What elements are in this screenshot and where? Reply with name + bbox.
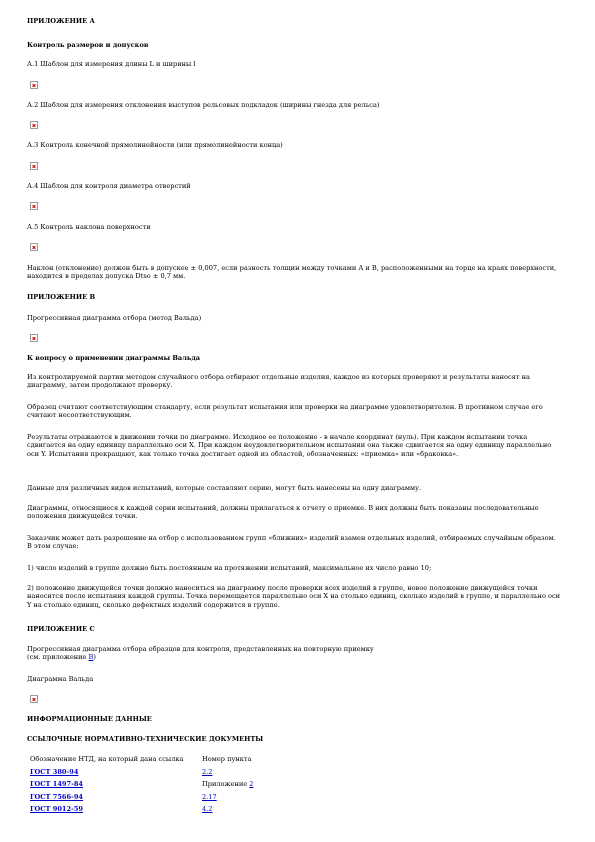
table-row xyxy=(30,793,253,806)
table-row xyxy=(30,780,253,793)
broken-image-icon xyxy=(30,202,38,210)
paragraph: Заказчик может дать разрешение на отбор с использованием групп «ближних» изделий взамен отдельных изделий, отбираемых случайным образом. В этом случае: xyxy=(27,534,556,551)
appendix-a-heading: ПРИЛОЖЕНИЕ А xyxy=(27,17,95,25)
clause-link[interactable]: 4.2 xyxy=(202,805,213,813)
doc-link[interactable]: ГОСТ 9012-59 xyxy=(30,805,84,813)
paragraph: Диаграммы, относящиеся к каждой серии испытаний, должны прилагаться к отчету о приемке. В них должны быть показаны последовательные положения движущейся точки. xyxy=(27,504,539,521)
appendix-c-heading: ПРИЛОЖЕНИЕ С xyxy=(27,625,95,633)
appendix-b-link[interactable]: В xyxy=(88,653,94,662)
table-row xyxy=(30,768,253,781)
item-a4: А.4 Шаблон для контроля диаметра отверстий xyxy=(27,182,191,190)
doc-link[interactable]: ГОСТ 7566-94 xyxy=(30,792,84,801)
doc-link[interactable]: ГОСТ 380-94 xyxy=(30,767,79,776)
broken-image-icon xyxy=(30,162,38,170)
table-header-row xyxy=(30,755,253,768)
broken-image-icon xyxy=(30,334,38,342)
clause-prefix: Приложение xyxy=(202,780,250,788)
wald-diagram-label: Диаграмма Вальда xyxy=(27,675,94,683)
wald-question: К вопросу о применении диаграммы Вальда xyxy=(27,354,200,362)
paragraph: Результаты отражаются в движении точки по диаграмме. Исходное ее положение - в начале координат (нуль). При каждом испытании точка сдвигается на одну единицу параллельно оси Х. При каждом неудовлетворительном испытании она также сдвигается на одну единицу параллельно оси Y. Испытания прекращают, как только точка достигает одной из областей, обозначенных: «приемка» или «браковка». xyxy=(27,433,552,458)
paragraph: Из контролируемой партии методом случайного отбора отбирают отдельные изделия, каждое из которых проверяют и результаты наносят на диаграмму, затем продолжают проверку. xyxy=(27,373,530,390)
doc-link[interactable]: ГОСТ 1497-84 xyxy=(30,780,84,788)
broken-image-icon xyxy=(30,121,38,129)
appendix-c-subtitle xyxy=(27,645,562,662)
paragraph: 2) положение движущейся точки должно наноситься на диаграмму после проверки всех изделий в группе, новое положение движущейся точки наносится после испытания каждой группы. Точка перемещается параллельно оси Х на столько единиц, сколько изделий в группе, и параллельно оси Y на столько единиц, сколько дефектных изделий содержится в группе. xyxy=(27,584,561,609)
appendix-c-subtitle-line1: Прогрессивная диаграмма отбора образцов для контроля, представленных на повторную приемку xyxy=(27,645,374,653)
paragraph: Данные для различных видов испытаний, которые составляют серию, могут быть нанесены на одну диаграмму. xyxy=(27,484,422,492)
appendix-a-subtitle: Контроль размеров и допусков xyxy=(27,41,149,49)
info-heading: ИНФОРМАЦИОННЫЕ ДАННЫЕ xyxy=(27,715,152,723)
item-a2: А.2 Шаблон для измерения отклонения выступов рельсовых подкладок (ширины гнезда для рельса) xyxy=(27,101,380,109)
paragraph: 1) число изделий в группе должно быть постоянным на протяжении испытаний, максимальное их число равно 10; xyxy=(27,564,432,572)
item-a5: А.5 Контроль наклона поверхности xyxy=(27,223,151,231)
table-row xyxy=(30,805,253,818)
appendix-c-subtitle-prefix: (см. приложение xyxy=(27,653,89,662)
refs-heading: ССЫЛОЧНЫЕ НОРМАТИВНО-ТЕХНИЧЕСКИЕ ДОКУМЕНТЫ xyxy=(27,735,264,743)
tilt-note: Наклон (отклонение) должен быть в допускее ± 0,007, если разность толщин между точками А и В, расположенными на торце на краях поверхности, находится в пределах допуска Dtso ± 0,7 мм. xyxy=(27,264,557,281)
table-header-clause: Номер пункта xyxy=(202,755,252,763)
broken-image-icon xyxy=(30,81,38,89)
references-table xyxy=(30,755,253,818)
appendix-b-subtitle: Прогрессивная диаграмма отбора (метод Вальда) xyxy=(27,314,202,322)
clause-link[interactable]: 2 xyxy=(249,780,254,788)
clause-link[interactable]: 2.2 xyxy=(202,767,213,776)
broken-image-icon xyxy=(30,243,38,251)
clause-link[interactable]: 2.17 xyxy=(202,792,217,801)
item-a3: А.3 Контроль конечной прямолинейности (или прямолинейности конца) xyxy=(27,141,283,149)
broken-image-icon xyxy=(30,695,38,703)
table-header-doc: Обозначение НТД, на который дана ссылка xyxy=(30,755,184,763)
appendix-b-heading: ПРИЛОЖЕНИЕ В xyxy=(27,293,96,301)
paragraph: Образец считают соответствующим стандарту, если результат испытания или проверки на диаграмме удовлетворителен. В противном случае его считают несоответствующим. xyxy=(27,403,543,420)
appendix-c-subtitle-suffix: ) xyxy=(93,653,96,662)
item-a1: А.1 Шаблон для измерения длины L и ширины l xyxy=(27,60,196,68)
